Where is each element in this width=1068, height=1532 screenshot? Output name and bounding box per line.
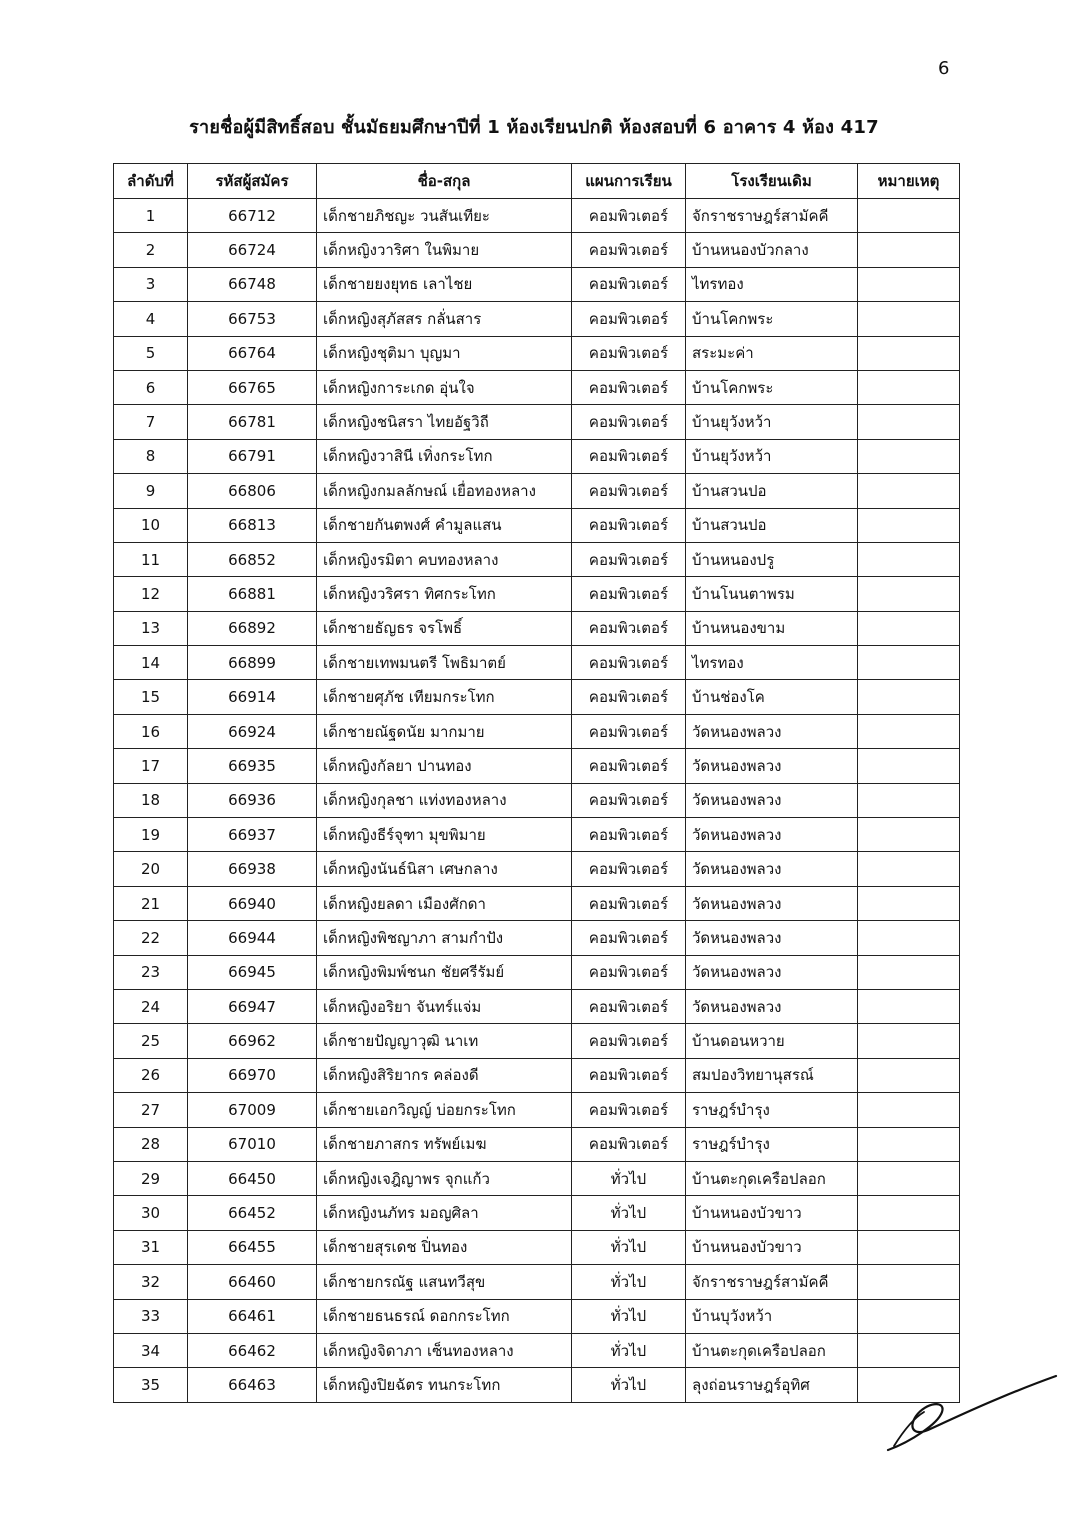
cell-previous-school: บ้านหนองขาม: [686, 611, 858, 645]
cell-order: 24: [114, 989, 188, 1023]
cell-applicant-code: 66936: [188, 783, 317, 817]
cell-previous-school: วัดหนองพลวง: [686, 886, 858, 920]
cell-order: 9: [114, 474, 188, 508]
cell-applicant-code: 66765: [188, 370, 317, 404]
cell-previous-school: จักราชราษฎร์สามัคคี: [686, 1265, 858, 1299]
cell-study-plan: คอมพิวเตอร์: [572, 1058, 686, 1092]
cell-remarks: [858, 1058, 960, 1092]
cell-applicant-code: 66899: [188, 646, 317, 680]
cell-full-name: เด็กหญิงพิชญาภา สามกำปัง: [317, 921, 572, 955]
cell-remarks: [858, 542, 960, 576]
cell-remarks: [858, 302, 960, 336]
cell-full-name: เด็กชายกันตพงศ์ คำมูลแสน: [317, 508, 572, 542]
table-row: [114, 233, 960, 267]
cell-study-plan: คอมพิวเตอร์: [572, 508, 686, 542]
header-study-plan: แผนการเรียน: [572, 164, 686, 199]
cell-previous-school: บ้านหนองบัวขาว: [686, 1196, 858, 1230]
cell-previous-school: วัดหนองพลวง: [686, 783, 858, 817]
table-row: [114, 1333, 960, 1367]
page-title: รายชื่อผู้มีสิทธิ์สอบ ชั้นมัธยมศึกษาปีที่ 1 ห้องเรียนปกติ ห้องสอบที่ 6 อาคาร 4 ห้อง 417: [189, 117, 879, 138]
cell-study-plan: ทั่วไป: [572, 1161, 686, 1195]
cell-study-plan: คอมพิวเตอร์: [572, 577, 686, 611]
cell-remarks: [858, 852, 960, 886]
table-row: [114, 1368, 960, 1402]
cell-remarks: [858, 611, 960, 645]
cell-remarks: [858, 646, 960, 680]
cell-previous-school: สมปองวิทยานุสรณ์: [686, 1058, 858, 1092]
candidate-table: [113, 163, 960, 1403]
cell-study-plan: คอมพิวเตอร์: [572, 1127, 686, 1161]
table-row: [114, 852, 960, 886]
cell-order: 20: [114, 852, 188, 886]
cell-full-name: เด็กชายธัญธร จรโพธิ์: [317, 611, 572, 645]
cell-previous-school: บ้านตะกุดเครือปลอก: [686, 1333, 858, 1367]
cell-previous-school: วัดหนองพลวง: [686, 921, 858, 955]
cell-order: 21: [114, 886, 188, 920]
table-row: [114, 508, 960, 542]
cell-full-name: เด็กชายธนธรณ์ ดอกกระโทก: [317, 1299, 572, 1333]
cell-applicant-code: 66937: [188, 818, 317, 852]
cell-applicant-code: 66813: [188, 508, 317, 542]
cell-order: 26: [114, 1058, 188, 1092]
table-row: [114, 1127, 960, 1161]
cell-remarks: [858, 1024, 960, 1058]
cell-applicant-code: 66753: [188, 302, 317, 336]
cell-remarks: [858, 577, 960, 611]
cell-full-name: เด็กหญิงอริยา จันทร์แจ่ม: [317, 989, 572, 1023]
cell-previous-school: ราษฎร์บำรุง: [686, 1127, 858, 1161]
table-row: [114, 405, 960, 439]
cell-previous-school: วัดหนองพลวง: [686, 749, 858, 783]
cell-study-plan: คอมพิวเตอร์: [572, 783, 686, 817]
table-row: [114, 886, 960, 920]
cell-order: 17: [114, 749, 188, 783]
table-row: [114, 302, 960, 336]
cell-order: 28: [114, 1127, 188, 1161]
cell-study-plan: คอมพิวเตอร์: [572, 542, 686, 576]
cell-full-name: เด็กหญิงกัลยา ปานทอง: [317, 749, 572, 783]
cell-applicant-code: 66945: [188, 955, 317, 989]
cell-full-name: เด็กชายภิชญะ วนสันเทียะ: [317, 199, 572, 233]
cell-previous-school: บ้านหนองปรู: [686, 542, 858, 576]
page-number: 6: [938, 58, 950, 79]
cell-remarks: [858, 1127, 960, 1161]
table-row: [114, 1196, 960, 1230]
cell-study-plan: คอมพิวเตอร์: [572, 818, 686, 852]
cell-remarks: [858, 749, 960, 783]
table-row: [114, 199, 960, 233]
cell-order: 27: [114, 1093, 188, 1127]
cell-remarks: [858, 921, 960, 955]
cell-full-name: เด็กชายณัฐดนัย มากมาย: [317, 714, 572, 748]
cell-order: 11: [114, 542, 188, 576]
cell-study-plan: คอมพิวเตอร์: [572, 233, 686, 267]
table-row: [114, 921, 960, 955]
cell-remarks: [858, 267, 960, 301]
table-row: [114, 1230, 960, 1264]
cell-remarks: [858, 233, 960, 267]
cell-applicant-code: 66764: [188, 336, 317, 370]
cell-order: 31: [114, 1230, 188, 1264]
cell-full-name: เด็กชายภาสกร ทรัพย์เมฆ: [317, 1127, 572, 1161]
cell-full-name: เด็กหญิงสุภัสสร กลั่นสาร: [317, 302, 572, 336]
cell-previous-school: บ้านยุวังหว้า: [686, 405, 858, 439]
cell-study-plan: ทั่วไป: [572, 1265, 686, 1299]
table-row: [114, 1299, 960, 1333]
table-row: [114, 474, 960, 508]
cell-order: 29: [114, 1161, 188, 1195]
cell-previous-school: บ้านสวนปอ: [686, 474, 858, 508]
cell-full-name: เด็กหญิงวาริศา ในพิมาย: [317, 233, 572, 267]
cell-full-name: เด็กหญิงสิริยากร คล่องดี: [317, 1058, 572, 1092]
cell-study-plan: ทั่วไป: [572, 1333, 686, 1367]
cell-remarks: [858, 439, 960, 473]
cell-full-name: เด็กหญิงพิมพ์ชนก ชัยศรีรัมย์: [317, 955, 572, 989]
cell-remarks: [858, 680, 960, 714]
table-row: [114, 749, 960, 783]
cell-full-name: เด็กหญิงกุลชา แท่งทองหลาง: [317, 783, 572, 817]
cell-previous-school: บ้านหนองบัวกลาง: [686, 233, 858, 267]
cell-applicant-code: 66914: [188, 680, 317, 714]
cell-previous-school: วัดหนองพลวง: [686, 989, 858, 1023]
cell-order: 34: [114, 1333, 188, 1367]
cell-previous-school: วัดหนองพลวง: [686, 714, 858, 748]
cell-previous-school: ลุงถ่อนราษฎร์อุทิศ: [686, 1368, 858, 1402]
cell-remarks: [858, 508, 960, 542]
cell-remarks: [858, 199, 960, 233]
cell-previous-school: วัดหนองพลวง: [686, 955, 858, 989]
cell-order: 7: [114, 405, 188, 439]
cell-full-name: เด็กหญิงการะเกด อุ่นใจ: [317, 370, 572, 404]
cell-full-name: เด็กหญิงชนิสรา ไทยอัฐวิถี: [317, 405, 572, 439]
cell-order: 33: [114, 1299, 188, 1333]
cell-remarks: [858, 1333, 960, 1367]
cell-study-plan: คอมพิวเตอร์: [572, 336, 686, 370]
cell-order: 30: [114, 1196, 188, 1230]
cell-order: 1: [114, 199, 188, 233]
table-row: [114, 577, 960, 611]
cell-study-plan: คอมพิวเตอร์: [572, 474, 686, 508]
cell-study-plan: ทั่วไป: [572, 1299, 686, 1333]
cell-order: 13: [114, 611, 188, 645]
table-row: [114, 439, 960, 473]
cell-order: 32: [114, 1265, 188, 1299]
cell-previous-school: จักราชราษฎร์สามัคคี: [686, 199, 858, 233]
table-row: [114, 714, 960, 748]
cell-remarks: [858, 1196, 960, 1230]
cell-order: 12: [114, 577, 188, 611]
cell-order: 2: [114, 233, 188, 267]
cell-full-name: เด็กหญิงรมิตา คบทองหลาง: [317, 542, 572, 576]
cell-previous-school: บ้านดอนหวาย: [686, 1024, 858, 1058]
cell-full-name: เด็กหญิงยลดา เมืองศักดา: [317, 886, 572, 920]
cell-previous-school: บ้านบุวังหว้า: [686, 1299, 858, 1333]
cell-previous-school: บ้านยุวังหว้า: [686, 439, 858, 473]
cell-order: 5: [114, 336, 188, 370]
header-order: ลำดับที่: [114, 164, 188, 199]
cell-applicant-code: 66806: [188, 474, 317, 508]
cell-study-plan: คอมพิวเตอร์: [572, 267, 686, 301]
cell-previous-school: ราษฎร์บำรุง: [686, 1093, 858, 1127]
table-row: [114, 611, 960, 645]
cell-applicant-code: 67010: [188, 1127, 317, 1161]
table-row: [114, 1093, 960, 1127]
cell-previous-school: ไทรทอง: [686, 646, 858, 680]
cell-study-plan: คอมพิวเตอร์: [572, 1024, 686, 1058]
table-row: [114, 1161, 960, 1195]
cell-full-name: เด็กหญิงจิดาภา เซ็นทองหลาง: [317, 1333, 572, 1367]
cell-remarks: [858, 818, 960, 852]
table-row: [114, 646, 960, 680]
cell-study-plan: คอมพิวเตอร์: [572, 370, 686, 404]
cell-full-name: เด็กหญิงเจฎิญาพร จุกแก้ว: [317, 1161, 572, 1195]
cell-study-plan: คอมพิวเตอร์: [572, 749, 686, 783]
cell-applicant-code: 66947: [188, 989, 317, 1023]
table-row: [114, 818, 960, 852]
cell-remarks: [858, 1265, 960, 1299]
cell-remarks: [858, 1093, 960, 1127]
cell-applicant-code: 66881: [188, 577, 317, 611]
cell-full-name: เด็กชายสุรเดช ปิ่นทอง: [317, 1230, 572, 1264]
cell-full-name: เด็กชายศุภัช เทียมกระโทก: [317, 680, 572, 714]
table-row: [114, 542, 960, 576]
cell-study-plan: คอมพิวเตอร์: [572, 921, 686, 955]
cell-order: 3: [114, 267, 188, 301]
cell-study-plan: คอมพิวเตอร์: [572, 852, 686, 886]
cell-full-name: เด็กหญิงวาสินี เทิ่งกระโทก: [317, 439, 572, 473]
cell-previous-school: บ้านโคกพระ: [686, 370, 858, 404]
cell-previous-school: บ้านตะกุดเครือปลอก: [686, 1161, 858, 1195]
table-body: [114, 199, 960, 1403]
cell-applicant-code: 66463: [188, 1368, 317, 1402]
table-row: [114, 1024, 960, 1058]
header-full-name: ชื่อ-สกุล: [317, 164, 572, 199]
cell-applicant-code: 66944: [188, 921, 317, 955]
cell-full-name: เด็กชายกรณัฐ แสนทวีสุข: [317, 1265, 572, 1299]
cell-order: 15: [114, 680, 188, 714]
table-row: [114, 989, 960, 1023]
cell-order: 19: [114, 818, 188, 852]
cell-order: 16: [114, 714, 188, 748]
cell-applicant-code: 66962: [188, 1024, 317, 1058]
cell-applicant-code: 66712: [188, 199, 317, 233]
cell-applicant-code: 66970: [188, 1058, 317, 1092]
cell-previous-school: บ้านช่องโค: [686, 680, 858, 714]
cell-applicant-code: 66724: [188, 233, 317, 267]
cell-order: 18: [114, 783, 188, 817]
table-header-row: [114, 164, 960, 199]
cell-previous-school: บ้านโนนตาพรม: [686, 577, 858, 611]
cell-previous-school: บ้านสวนปอ: [686, 508, 858, 542]
cell-remarks: [858, 955, 960, 989]
header-applicant-code: รหัสผู้สมัคร: [188, 164, 317, 199]
cell-applicant-code: 66455: [188, 1230, 317, 1264]
table-row: [114, 955, 960, 989]
cell-remarks: [858, 1161, 960, 1195]
cell-remarks: [858, 370, 960, 404]
cell-remarks: [858, 989, 960, 1023]
cell-applicant-code: 66748: [188, 267, 317, 301]
cell-previous-school: ไทรทอง: [686, 267, 858, 301]
cell-order: 6: [114, 370, 188, 404]
cell-study-plan: คอมพิวเตอร์: [572, 611, 686, 645]
cell-applicant-code: 66935: [188, 749, 317, 783]
cell-remarks: [858, 1230, 960, 1264]
cell-previous-school: สระมะค่า: [686, 336, 858, 370]
cell-remarks: [858, 405, 960, 439]
cell-remarks: [858, 1299, 960, 1333]
table-row: [114, 1265, 960, 1299]
cell-full-name: เด็กหญิงชุติมา บุญมา: [317, 336, 572, 370]
cell-remarks: [858, 886, 960, 920]
cell-applicant-code: 66892: [188, 611, 317, 645]
cell-order: 14: [114, 646, 188, 680]
cell-order: 10: [114, 508, 188, 542]
cell-order: 35: [114, 1368, 188, 1402]
cell-applicant-code: 66924: [188, 714, 317, 748]
cell-applicant-code: 66852: [188, 542, 317, 576]
cell-full-name: เด็กชายยงยุทธ เลาไชย: [317, 267, 572, 301]
cell-applicant-code: 66452: [188, 1196, 317, 1230]
cell-full-name: เด็กหญิงนันธ์นิสา เศษกลาง: [317, 852, 572, 886]
header-previous-school: โรงเรียนเดิม: [686, 164, 858, 199]
cell-applicant-code: 66460: [188, 1265, 317, 1299]
cell-full-name: เด็กชายปัญญาวุฒิ นาเท: [317, 1024, 572, 1058]
cell-study-plan: คอมพิวเตอร์: [572, 646, 686, 680]
cell-study-plan: คอมพิวเตอร์: [572, 439, 686, 473]
table-row: [114, 783, 960, 817]
cell-study-plan: ทั่วไป: [572, 1368, 686, 1402]
handwritten-signature-icon: [880, 1372, 1060, 1466]
cell-full-name: เด็กชายเอกวิญญ์ บ่อยกระโทก: [317, 1093, 572, 1127]
cell-previous-school: บ้านหนองบัวขาว: [686, 1230, 858, 1264]
cell-order: 22: [114, 921, 188, 955]
cell-study-plan: คอมพิวเตอร์: [572, 989, 686, 1023]
cell-full-name: เด็กหญิงนภัทร มอญศิลา: [317, 1196, 572, 1230]
header-remarks: หมายเหตุ: [858, 164, 960, 199]
cell-study-plan: คอมพิวเตอร์: [572, 1093, 686, 1127]
cell-study-plan: คอมพิวเตอร์: [572, 199, 686, 233]
cell-remarks: [858, 336, 960, 370]
cell-applicant-code: 66462: [188, 1333, 317, 1367]
cell-applicant-code: 66791: [188, 439, 317, 473]
cell-study-plan: คอมพิวเตอร์: [572, 680, 686, 714]
cell-study-plan: คอมพิวเตอร์: [572, 955, 686, 989]
cell-full-name: เด็กหญิงวริศรา ทิศกระโทก: [317, 577, 572, 611]
cell-full-name: เด็กชายเทพมนตรี โพธิมาตย์: [317, 646, 572, 680]
cell-applicant-code: 67009: [188, 1093, 317, 1127]
cell-order: 8: [114, 439, 188, 473]
table-row: [114, 680, 960, 714]
cell-previous-school: บ้านโคกพระ: [686, 302, 858, 336]
cell-applicant-code: 66940: [188, 886, 317, 920]
cell-full-name: เด็กหญิงปิยฉัตร ทนกระโทก: [317, 1368, 572, 1402]
cell-order: 23: [114, 955, 188, 989]
cell-study-plan: คอมพิวเตอร์: [572, 886, 686, 920]
cell-study-plan: คอมพิวเตอร์: [572, 405, 686, 439]
cell-remarks: [858, 714, 960, 748]
cell-study-plan: ทั่วไป: [572, 1196, 686, 1230]
cell-previous-school: วัดหนองพลวง: [686, 852, 858, 886]
cell-study-plan: ทั่วไป: [572, 1230, 686, 1264]
cell-order: 4: [114, 302, 188, 336]
table-row: [114, 370, 960, 404]
cell-remarks: [858, 783, 960, 817]
cell-study-plan: คอมพิวเตอร์: [572, 714, 686, 748]
cell-order: 25: [114, 1024, 188, 1058]
cell-applicant-code: 66781: [188, 405, 317, 439]
cell-previous-school: วัดหนองพลวง: [686, 818, 858, 852]
table-row: [114, 336, 960, 370]
cell-applicant-code: 66450: [188, 1161, 317, 1195]
cell-full-name: เด็กหญิงธีร์จุฑา มุขพิมาย: [317, 818, 572, 852]
table-row: [114, 1058, 960, 1092]
table-row: [114, 267, 960, 301]
cell-applicant-code: 66938: [188, 852, 317, 886]
cell-remarks: [858, 474, 960, 508]
cell-applicant-code: 66461: [188, 1299, 317, 1333]
cell-study-plan: คอมพิวเตอร์: [572, 302, 686, 336]
cell-full-name: เด็กหญิงกมลลักษณ์ เยื่อทองหลาง: [317, 474, 572, 508]
